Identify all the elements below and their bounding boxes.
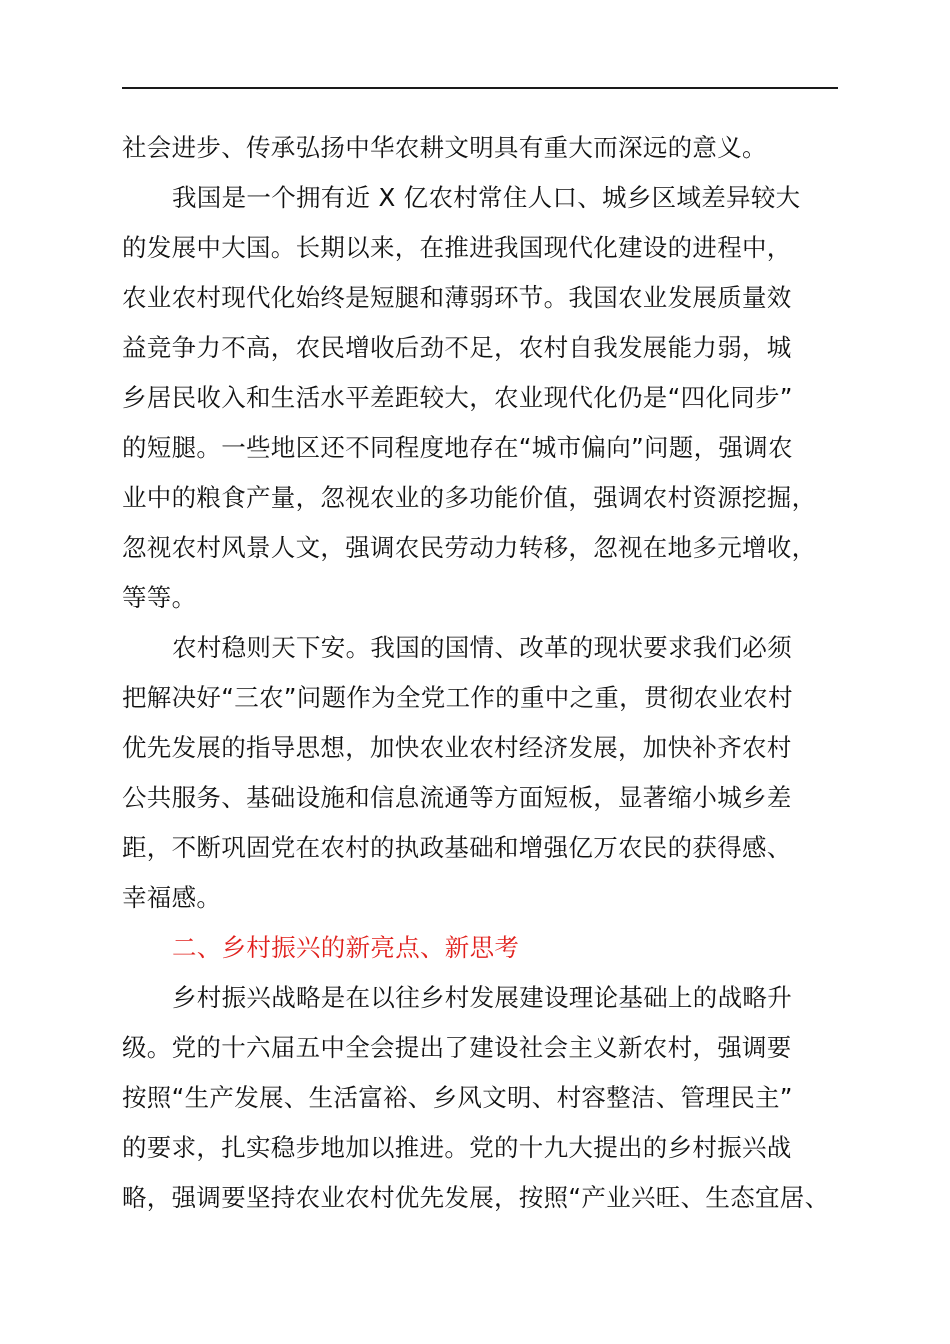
section-heading: 二、乡村振兴的新亮点、新思考 [172,933,520,962]
text-line: 的要求，扎实稳步地加以推进。党的十九大提出的乡村振兴战 [122,1133,792,1162]
text-line: 的发展中大国。长期以来，在推进我国现代化建设的进程中， [122,233,792,262]
text-line: 农业农村现代化始终是短腿和薄弱环节。我国农业发展质量效 [122,283,792,312]
text-line: 级。党的十六届五中全会提出了建设社会主义新农村，强调要 [122,1033,792,1062]
text-line: 的短腿。一些地区还不同程度地存在“城市偏向”问题，强调农 [122,433,793,462]
text-line: 忽视农村风景人文，强调农民劳动力转移，忽视在地多元增收， [122,533,817,562]
text-line: 把解决好“三农”问题作为全党工作的重中之重，贯彻农业农村 [122,683,793,712]
text-line: 公共服务、基础设施和信息流通等方面短板，显著缩小城乡差 [122,783,792,812]
header-rule [122,87,838,89]
text-line: 按照“生产发展、生活富裕、乡风文明、村容整洁、管理民主” [122,1083,793,1112]
text-line: 距，不断巩固党在农村的执政基础和增强亿万农民的获得感、 [122,833,792,862]
paragraph-start: 农村稳则天下安。我国的国情、改革的现状要求我们必须 [172,633,792,662]
text-line: 等等。 [122,583,197,612]
text-line: 优先发展的指导思想，加快农业农村经济发展，加快补齐农村 [122,733,792,762]
text-line: 益竞争力不高，农民增收后劲不足，农村自我发展能力弱，城 [122,333,792,362]
text-line: 社会进步、传承弘扬中华农耕文明具有重大而深远的意义。 [122,133,767,162]
paragraph-start: 我国是一个拥有近 X 亿农村常住人口、城乡区域差异较大 [172,183,801,212]
text-line: 业中的粮食产量，忽视农业的多功能价值，强调农村资源挖掘， [122,483,817,512]
text-line: 略，强调要坚持农业农村优先发展，按照“产业兴旺、生态宜居、 [122,1183,830,1212]
text-line: 幸福感。 [122,883,222,912]
paragraph-start: 乡村振兴战略是在以往乡村发展建设理论基础上的战略升 [172,983,792,1012]
text-line: 乡居民收入和生活水平差距较大，农业现代化仍是“四化同步” [122,383,793,412]
